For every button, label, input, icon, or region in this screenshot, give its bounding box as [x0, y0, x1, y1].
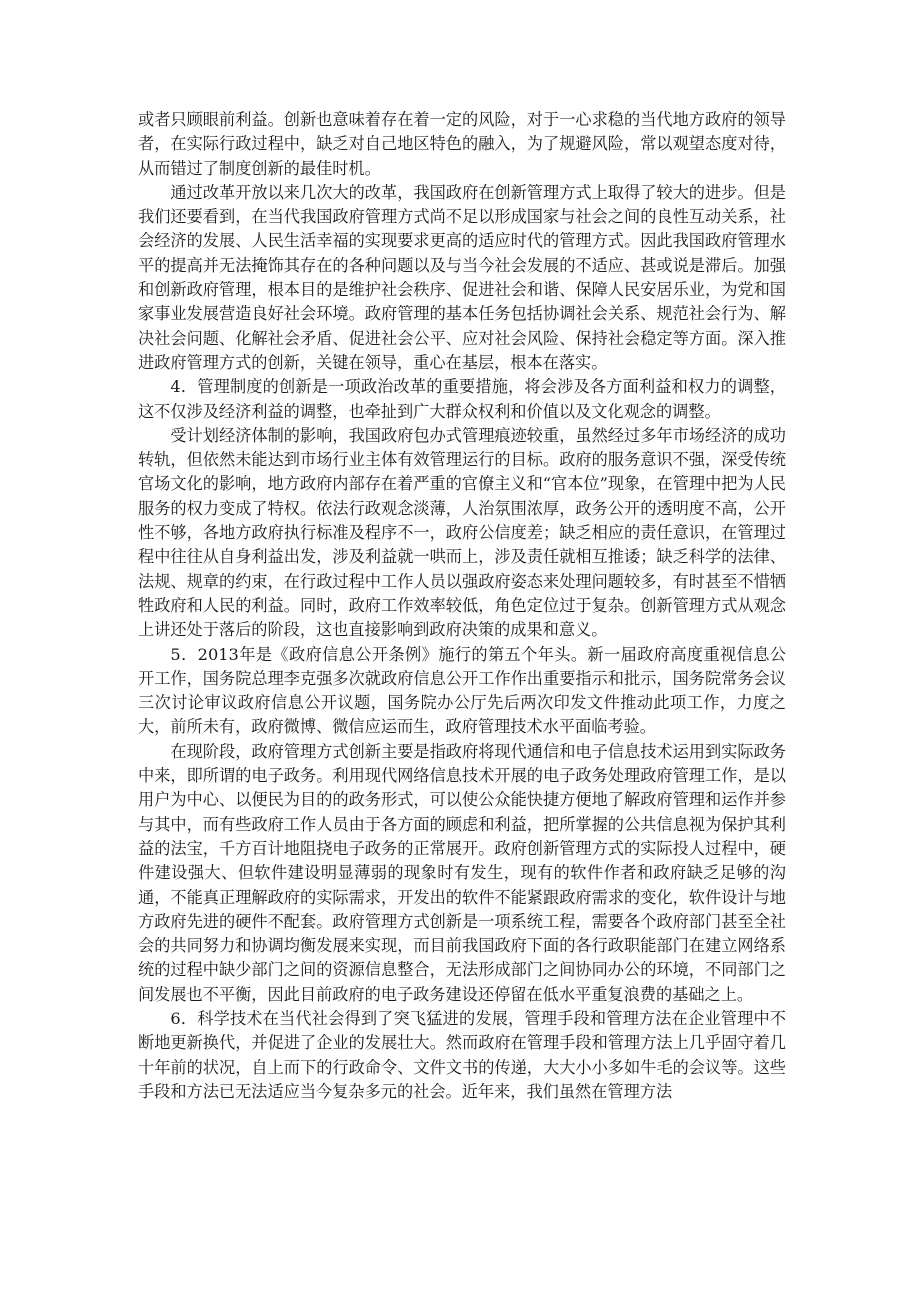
- paragraph-point-6: 6．科学技术在当代社会得到了突飞猛进的发展，管理手段和管理方法在企业管理中不断地更新换代，并促进了企业的发展壮大。然而政府在管理手段和管理方法上几乎固守着几十年前的状况，自上而下的行政命令、文件文书的传递，大大小小多如牛毛的会议等。这些手段和方法已无法适应当今复杂多元的社会。近年来，我们虽然在管理方法: [138, 1008, 786, 1101]
- document-page: [138, 108, 786, 1104]
- paragraph-planned-economy: 受计划经济体制的影响，我国政府包办式管理痕迹较重，虽然经过多年市场经济的成功转轨，但依然未能达到市场行业主体有效管理运行的目标。政府的服务意识不强，深受传统官场文化的影响，地方政府内部存在着严重的官僚主义和“官本位”现象，在管理中把为人民服务的权力变成了特权。依法行政观念淡薄，人治氛围浓厚，政务公开的透明度不高，公开性不够，各地方政府执行标准及程序不一，政府公信度差；缺乏相应的责任意识，在管理过程中往往从自身利益出发，涉及利益就一哄而上，涉及责任就相互推诿；缺乏科学的法律、法规、规章的约束，在行政过程中工作人员以强政府姿态来处理问题较多，有时甚至不惜牺牲政府和人民的利益。同时，政府工作效率较低，角色定位过于复杂。创新管理方式从观念上讲还处于落后的阶段，这也直接影响到政府决策的成果和意义。: [138, 425, 786, 640]
- paragraph-reform-progress: 通过改革开放以来几次大的改革，我国政府在创新管理方式上取得了较大的进步。但是我们还要看到，在当代我国政府管理方式尚不足以形成国家与社会之间的良性互动关系，社会经济的发展、人民生活幸福的实现要求更高的适应时代的管理方式。因此我国政府管理水平的提高并无法掩饰其存在的各种问题以及与当今社会发展的不适应、甚或说是滞后。加强和创新政府管理，根本目的是维护社会秩序、促进社会和谐、保障人民安居乐业，为党和国家事业发展营造良好社会环境。政府管理的基本任务包括协调社会关系、规范社会行为、解决社会问题、化解社会矛盾、促进社会公平、应对社会风险、保持社会稳定等方面。深入推进政府管理方式的创新，关键在领导，重心在基层，根本在落实。: [138, 182, 786, 372]
- paragraph-continuation: 或者只顾眼前利益。创新也意味着存在着一定的风险，对于一心求稳的当代地方政府的领导者，在实际行政过程中，缺乏对自己地区特色的融入，为了规避风险，常以观望态度对待，从而错过了制度创新的最佳时机。: [138, 110, 786, 178]
- paragraph-point-4: 4．管理制度的创新是一项政治改革的重要措施，将会涉及各方面利益和权力的调整，这不仅涉及经济利益的调整，也牵扯到广大群众权利和价值以及文化观念的调整。: [138, 377, 786, 421]
- paragraph-point-5: 5．2013年是《政府信息公开条例》施行的第五个年头。新一届政府高度重视信息公开工作，国务院总理李克强多次就政府信息公开工作作出重要指示和批示，国务院常务会议三次讨论审议政府信息公开议题，国务院办公厅先后两次印发文件推动此项工作，力度之大，前所未有，政府微博、微信应运而生，政府管理技术水平面临考验。: [138, 644, 786, 737]
- paragraph-e-government: 在现阶段，政府管理方式创新主要是指政府将现代通信和电子信息技术运用到实际政务中来，即所谓的电子政务。利用现代网络信息技术开展的电子政务处理政府管理工作，是以用户为中心、以便民为目的的政务形式，可以使公众能快捷方便地了解政府管理和运作并参与其中，而有些政府工作人员由于各方面的顾虑和利益，把所掌握的公共信息视为保护其利益的法宝，千方百计地阻挠电子政务的正常展开。政府创新管理方式的实际投人过程中，硬件建设强大、但软件建设明显薄弱的现象时有发生，现有的软件作者和政府缺乏足够的沟通，不能真正理解政府的实际需求，开发出的软件不能紧跟政府需求的变化，软件设计与地方政府先进的硬件不配套。政府管理方式创新是一项系统工程，需要各个政府部门甚至全社会的共同努力和协调均衡发展来实现，而目前我国政府下面的各行政职能部门在建立网络系统的过程中缺少部门之间的资源信息整合，无法形成部门之间协同办公的环境，不同部门之间发展也不平衡，因此目前政府的电子政务建设还停留在低水平重复浪费的基础之上。: [138, 741, 786, 1004]
